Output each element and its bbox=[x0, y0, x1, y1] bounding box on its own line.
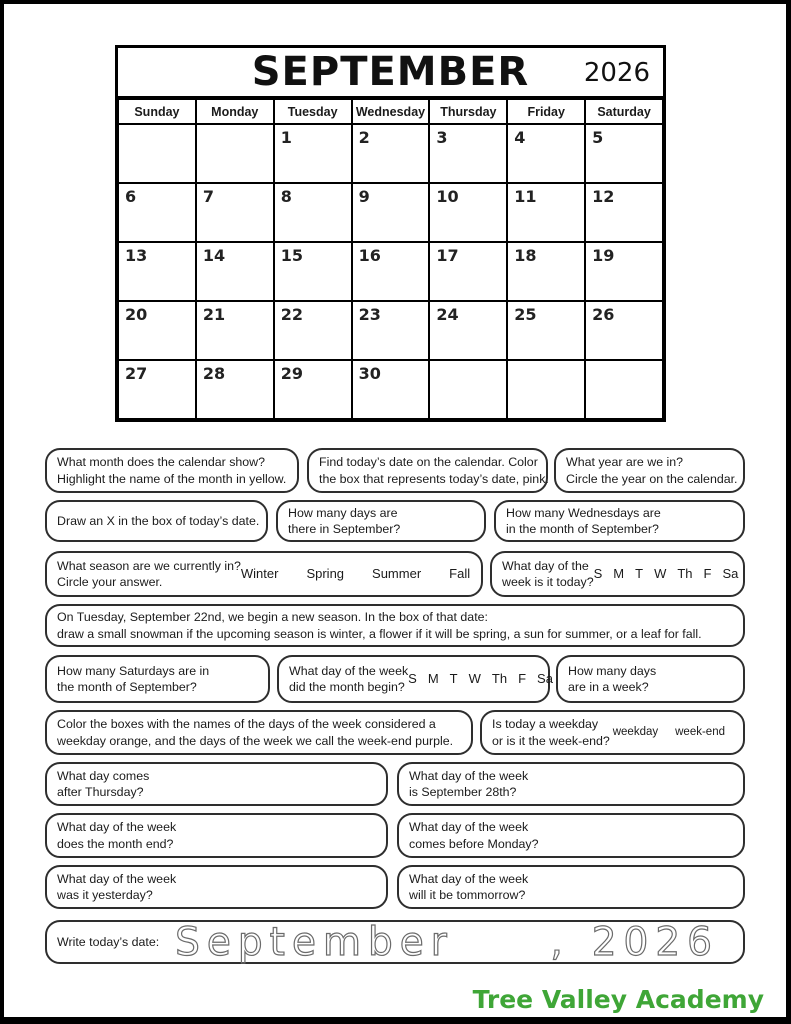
question-box-month-begin-day bbox=[277, 655, 553, 703]
question-text: What day of the week bbox=[57, 871, 177, 886]
calendar-cell: 25 bbox=[507, 301, 585, 360]
calendar-cell: 19 bbox=[585, 242, 663, 301]
question-text: the month of September? bbox=[57, 680, 197, 694]
option-thursday: Th bbox=[677, 566, 693, 582]
question-box-days-in-week bbox=[556, 655, 745, 703]
question-text: will it be tommorrow? bbox=[409, 888, 526, 902]
calendar-cell: 20 bbox=[118, 301, 196, 360]
question-box-color-date-pink bbox=[307, 448, 548, 493]
option-saturday: Sa bbox=[537, 671, 553, 687]
question-box-yesterday bbox=[45, 865, 388, 909]
option-week-end: week-end bbox=[675, 725, 725, 738]
question-text: Draw an X in the box of today’s date. bbox=[57, 513, 260, 528]
calendar-cell: 14 bbox=[196, 242, 274, 301]
weekday-weekend-options bbox=[613, 725, 725, 740]
question-text: Highlight the name of the month in yellow. bbox=[57, 471, 287, 486]
option-tuesday: T bbox=[635, 566, 644, 582]
question-text: draw a small snowman if the upcoming season is winter, a flower if it will be spring, a sun for summer, or a leaf for fall. bbox=[57, 626, 702, 641]
question-box-tomorrow bbox=[397, 865, 745, 909]
calendar-cell: 1 bbox=[274, 124, 352, 183]
calendar-cell: 16 bbox=[352, 242, 430, 301]
question-text: did the month begin? bbox=[289, 680, 405, 694]
question-text: What day of the week bbox=[289, 663, 409, 678]
question-text: after Thursday? bbox=[57, 785, 144, 799]
calendar-cell: 24 bbox=[429, 301, 507, 360]
question-text: Color the boxes with the names of the days of the week considered a bbox=[57, 717, 436, 732]
day-header-saturday: Saturday bbox=[585, 99, 663, 124]
option-friday: F bbox=[703, 566, 712, 582]
calendar-cell: 5 bbox=[585, 124, 663, 183]
question-text: How many Wednesdays are bbox=[506, 505, 661, 520]
question-box-after-thursday bbox=[45, 762, 388, 806]
question-box-days-in-september bbox=[276, 500, 486, 542]
option-monday: M bbox=[427, 671, 439, 687]
calendar-day-header-row bbox=[118, 99, 663, 124]
season-options bbox=[241, 565, 470, 582]
calendar-cell: 4 bbox=[507, 124, 585, 183]
trace-month-text: September bbox=[175, 919, 454, 965]
question-text: What day of the week bbox=[409, 768, 529, 783]
write-date-label: Write today’s date: bbox=[57, 934, 160, 949]
option-summer: Summer bbox=[372, 566, 422, 582]
calendar-cell: 28 bbox=[196, 360, 274, 419]
option-wednesday: W bbox=[468, 671, 481, 687]
question-text: or is it the week-end? bbox=[492, 733, 610, 748]
calendar-cell: 8 bbox=[274, 183, 352, 242]
question-box-weekday-or-weekend bbox=[480, 710, 745, 755]
calendar-cell: 30 bbox=[352, 360, 430, 419]
question-text: in the month of September? bbox=[506, 522, 659, 536]
question-text: Circle the year on the calendar. bbox=[566, 471, 738, 486]
calendar-cell: 29 bbox=[274, 360, 352, 419]
option-weekday: weekday bbox=[612, 725, 659, 738]
question-text: weekday orange, and the days of the week we call the week-end purple. bbox=[57, 733, 454, 748]
trace-comma: , bbox=[550, 919, 570, 965]
day-header-friday: Friday bbox=[507, 99, 585, 124]
option-wednesday: W bbox=[654, 566, 667, 582]
option-friday: F bbox=[518, 671, 527, 687]
day-header-tuesday: Tuesday bbox=[274, 99, 352, 124]
trace-year-text: 2026 bbox=[591, 919, 719, 965]
question-text: How many days are bbox=[288, 505, 398, 520]
calendar-cell: 21 bbox=[196, 301, 274, 360]
question-box-before-monday bbox=[397, 813, 745, 858]
calendar-month-title: SEPTEMBER bbox=[251, 49, 530, 95]
question-box-month-end-day bbox=[45, 813, 388, 858]
calendar-cell: 13 bbox=[118, 242, 196, 301]
question-text: On Tuesday, September 22nd, we begin a new season. In the box of that date: bbox=[57, 610, 488, 625]
question-text: the box that represents today’s date, pink. bbox=[319, 471, 549, 486]
question-text: How many days bbox=[568, 663, 657, 678]
day-letter-options bbox=[594, 565, 739, 582]
question-box-year-circle bbox=[554, 448, 745, 493]
write-date-box bbox=[45, 920, 745, 964]
calendar-cell: 9 bbox=[352, 183, 430, 242]
question-text: What day of the bbox=[502, 558, 589, 573]
calendar-cell: 3 bbox=[429, 124, 507, 183]
question-text: there in September? bbox=[288, 522, 401, 536]
day-header-sunday: Sunday bbox=[118, 99, 196, 124]
option-monday: M bbox=[613, 566, 625, 582]
question-text: What month does the calendar show? bbox=[57, 455, 266, 470]
option-tuesday: T bbox=[449, 671, 458, 687]
calendar-cell bbox=[585, 360, 663, 419]
calendar bbox=[115, 45, 666, 422]
question-text: are in a week? bbox=[568, 680, 649, 694]
question-box-wednesdays-count bbox=[494, 500, 745, 542]
day-header-thursday: Thursday bbox=[429, 99, 507, 124]
question-box-draw-x bbox=[45, 500, 268, 542]
option-spring: Spring bbox=[306, 566, 345, 582]
question-text: Is today a weekday bbox=[492, 717, 599, 732]
question-box-saturdays-count bbox=[45, 655, 270, 703]
question-text: What year are we in? bbox=[566, 455, 684, 470]
question-text: does the month end? bbox=[57, 836, 174, 851]
calendar-cell: 17 bbox=[429, 242, 507, 301]
option-winter: Winter bbox=[240, 566, 279, 582]
calendar-cell: 26 bbox=[585, 301, 663, 360]
question-text: Find today’s date on the calendar. Color bbox=[319, 455, 538, 470]
question-box-new-season-drawing bbox=[45, 604, 745, 647]
question-box-month-highlight bbox=[45, 448, 299, 493]
calendar-cell bbox=[196, 124, 274, 183]
option-sunday: S bbox=[593, 566, 603, 582]
question-text: is September 28th? bbox=[409, 785, 517, 799]
option-thursday: Th bbox=[491, 671, 508, 687]
calendar-cell: 27 bbox=[118, 360, 196, 419]
footer-brand-logo: Tree Valley Academy bbox=[472, 985, 764, 1014]
day-header-wednesday: Wednesday bbox=[352, 99, 430, 124]
question-text: What day of the week bbox=[57, 820, 177, 835]
question-text: week is it today? bbox=[502, 575, 594, 589]
day-letter-options bbox=[408, 670, 553, 687]
calendar-cell: 2 bbox=[352, 124, 430, 183]
question-box-color-weekday-weekend bbox=[45, 710, 473, 755]
calendar-grid bbox=[118, 124, 663, 419]
option-fall: Fall bbox=[449, 566, 471, 582]
calendar-cell: 6 bbox=[118, 183, 196, 242]
question-text: What day of the week bbox=[409, 871, 529, 886]
calendar-cell: 15 bbox=[274, 242, 352, 301]
question-text: What season are we currently in? bbox=[57, 558, 241, 573]
calendar-year: 2026 bbox=[583, 58, 650, 88]
question-text: Circle your answer. bbox=[57, 575, 163, 589]
calendar-cell: 23 bbox=[352, 301, 430, 360]
question-box-september-28th bbox=[397, 762, 745, 806]
calendar-cell: 10 bbox=[429, 183, 507, 242]
calendar-cell: 18 bbox=[507, 242, 585, 301]
calendar-cell: 11 bbox=[507, 183, 585, 242]
question-box-season bbox=[45, 551, 483, 597]
calendar-title-row bbox=[118, 48, 663, 99]
question-text: What day comes bbox=[57, 768, 150, 783]
option-sunday: S bbox=[408, 671, 417, 687]
question-text: comes before Monday? bbox=[409, 836, 539, 851]
question-text: was it yesterday? bbox=[57, 888, 153, 902]
question-text: How many Saturdays are in bbox=[57, 663, 210, 678]
calendar-cell: 12 bbox=[585, 183, 663, 242]
calendar-cell: 7 bbox=[196, 183, 274, 242]
calendar-cell bbox=[118, 124, 196, 183]
question-text: What day of the week bbox=[409, 820, 529, 835]
calendar-cell: 22 bbox=[274, 301, 352, 360]
calendar-cell bbox=[507, 360, 585, 419]
day-header-monday: Monday bbox=[196, 99, 274, 124]
question-box-day-today bbox=[490, 551, 745, 597]
option-saturday: Sa bbox=[722, 566, 739, 582]
calendar-cell bbox=[429, 360, 507, 419]
